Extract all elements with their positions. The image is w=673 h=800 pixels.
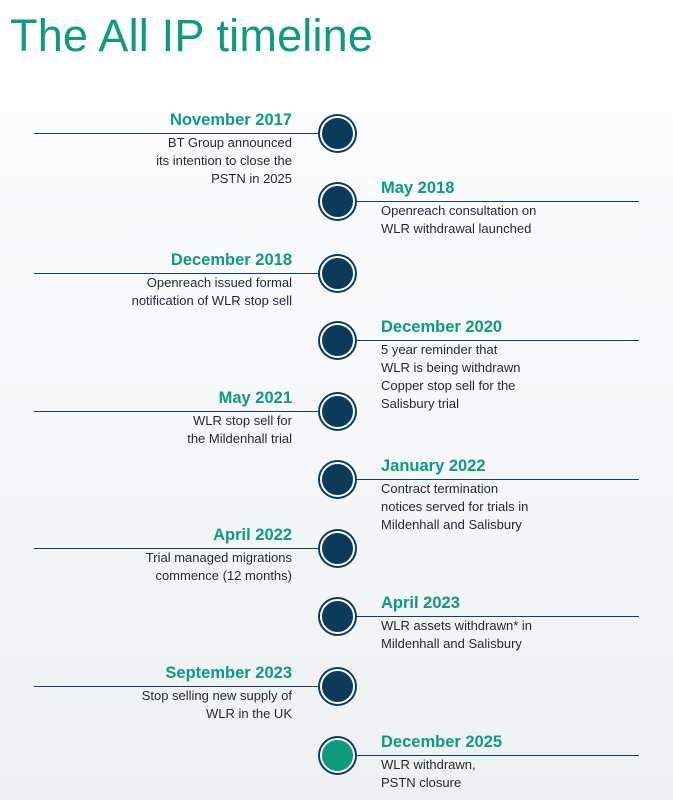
timeline-node-december-2018 xyxy=(320,256,355,291)
event-description-line: WLR stop sell for xyxy=(193,412,292,428)
event-description-line: Mildenhall and Salisbury xyxy=(381,516,522,532)
event-description-line: BT Group announced xyxy=(167,134,292,150)
event-description-line: notices served for trials in xyxy=(381,498,529,514)
event-description-line: commence (12 months) xyxy=(155,567,292,583)
event-description-line: PSTN in 2025 xyxy=(211,170,292,186)
event-date: May 2021 xyxy=(218,388,292,407)
event-date: May 2018 xyxy=(381,178,455,197)
event-description xyxy=(381,756,631,792)
event-date: December 2020 xyxy=(381,317,503,336)
event-description xyxy=(381,480,631,534)
event-description-line: Openreach issued formal xyxy=(146,274,292,290)
timeline-node-may-2021 xyxy=(320,394,355,429)
connector-line xyxy=(34,411,320,413)
event-description-line: WLR withdrawn, xyxy=(381,756,476,772)
connector-line xyxy=(355,479,640,481)
event-description xyxy=(42,412,292,448)
connector-line xyxy=(355,755,640,757)
timeline-node-january-2022 xyxy=(320,462,355,497)
event-description-line: Copper stop sell for the xyxy=(381,377,516,393)
timeline-event-december-2025 xyxy=(381,732,631,792)
page-title: The All IP timeline xyxy=(10,10,374,61)
timeline-event-may-2018 xyxy=(381,178,631,238)
event-description-line: Openreach consultation on xyxy=(381,202,537,218)
event-description-line: Contract termination xyxy=(381,480,499,496)
timeline-node-december-2020 xyxy=(320,323,355,358)
timeline-node-april-2023 xyxy=(320,599,355,634)
timeline-node-may-2018 xyxy=(320,184,355,219)
event-date: September 2023 xyxy=(165,663,292,682)
event-description-line: notification of WLR stop sell xyxy=(131,292,292,308)
connector-line xyxy=(34,686,320,688)
event-description-line: Mildenhall and Salisbury xyxy=(381,635,522,651)
event-description-line: Salisbury trial xyxy=(381,395,460,411)
timeline-node-april-2022 xyxy=(320,531,355,566)
event-description-line: its intention to close the xyxy=(156,152,292,168)
event-description-line: Trial managed migrations xyxy=(145,549,292,565)
event-description xyxy=(42,274,292,310)
connector-line xyxy=(34,548,320,550)
connector-line xyxy=(355,616,640,618)
event-description-line: WLR assets withdrawn* in xyxy=(381,617,532,633)
timeline-event-may-2021 xyxy=(42,388,292,448)
event-description-line: 5 year reminder that xyxy=(381,341,498,357)
event-description-line: Stop selling new supply of xyxy=(141,687,292,703)
event-description-line: the Mildenhall trial xyxy=(187,430,292,446)
event-description-line: WLR withdrawal launched xyxy=(381,220,532,236)
timeline-node-september-2023 xyxy=(320,669,355,704)
connector-line xyxy=(34,133,320,135)
timeline-event-april-2022 xyxy=(42,525,292,585)
timeline-event-january-2022 xyxy=(381,456,631,534)
event-description xyxy=(42,549,292,585)
event-description-line: WLR is being withdrawn xyxy=(381,359,521,375)
event-date: April 2022 xyxy=(213,525,292,544)
timeline-node-december-2025 xyxy=(320,738,355,773)
timeline-node-november-2017 xyxy=(320,116,355,151)
timeline-event-april-2023 xyxy=(381,593,631,653)
event-description xyxy=(381,341,631,413)
timeline-event-november-2017 xyxy=(42,110,292,188)
event-date: December 2018 xyxy=(170,250,292,269)
timeline-event-december-2018 xyxy=(42,250,292,310)
event-date: December 2025 xyxy=(381,732,503,751)
event-description xyxy=(42,687,292,723)
connector-line xyxy=(355,201,640,203)
event-description-line: WLR in the UK xyxy=(206,705,292,721)
event-description-line: PSTN closure xyxy=(381,774,462,790)
event-description xyxy=(381,617,631,653)
connector-line xyxy=(355,340,640,342)
timeline-event-september-2023 xyxy=(42,663,292,723)
event-date: April 2023 xyxy=(381,593,460,612)
event-description xyxy=(381,202,631,238)
timeline-event-december-2020 xyxy=(381,317,631,413)
event-date: November 2017 xyxy=(170,110,292,129)
connector-line xyxy=(34,273,320,275)
event-description xyxy=(42,134,292,188)
event-date: January 2022 xyxy=(381,456,486,475)
